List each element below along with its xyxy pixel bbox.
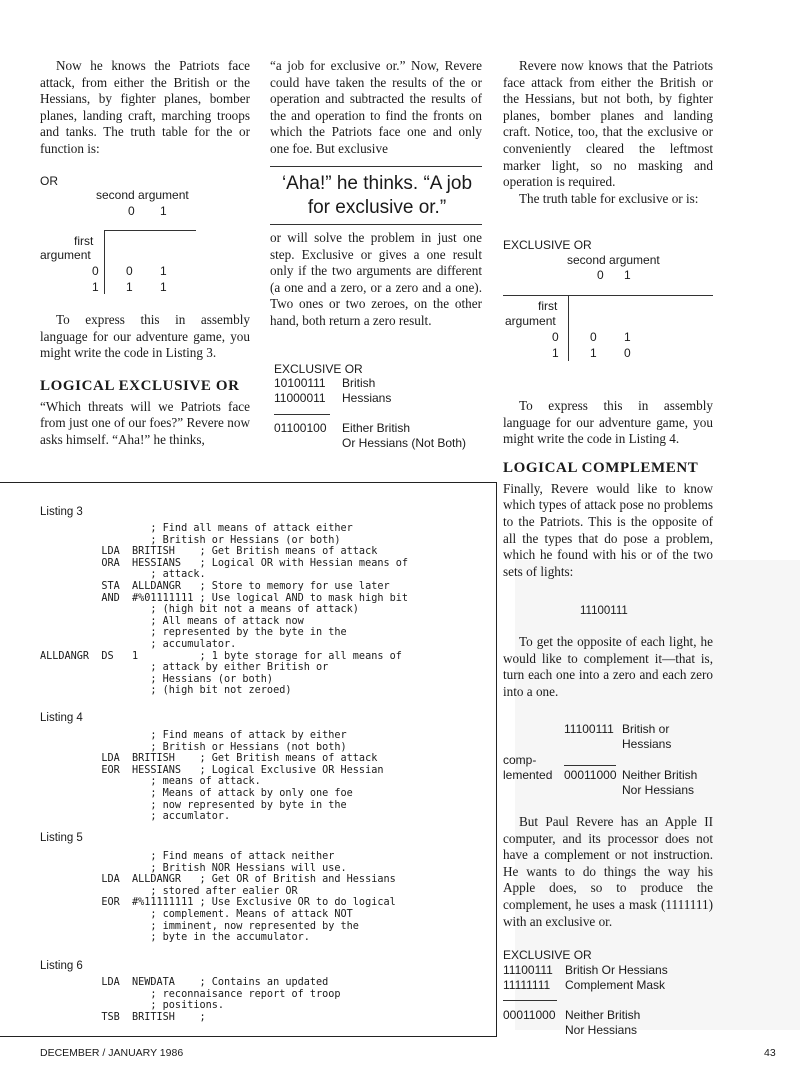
listing-6-label: Listing 6 bbox=[40, 960, 83, 972]
or-table-row1-label: 1 bbox=[92, 280, 99, 294]
column-2 bbox=[270, 58, 482, 158]
comp-rule bbox=[564, 765, 616, 766]
comp-label-2: lemented bbox=[503, 768, 553, 782]
xor-table-row0-label: 0 bbox=[552, 330, 559, 344]
col3-paragraph-1: Revere now knows that the Patriots face attack from either the British or the Hessians, but not both, by fighter planes, bomber planes and landing craft. Notice, too, that the exclusive or conveniently cleared the leftmost marker light, so no masking and operation is required. bbox=[503, 58, 713, 190]
or-table-vline bbox=[104, 230, 105, 294]
col3-paragraph-4: To get the opposite of each light, he would like to complement it—that is, turn each one into a zero and each zero into a one. bbox=[503, 634, 713, 699]
xor-example-rule bbox=[274, 414, 330, 415]
or-table-row0-label: 0 bbox=[92, 264, 99, 278]
col1-paragraph-1: Now he knows the Patriots face attack, from either the British or the Hessians, by fighter planes, bomber planes, landing craft, marching troops and tanks. The truth table for the or function is: bbox=[40, 58, 250, 156]
column-3-para4 bbox=[503, 634, 713, 700]
or-table-row1-c1: 1 bbox=[160, 280, 167, 294]
comp-r2-label-2: Nor Hessians bbox=[622, 783, 695, 797]
col1-paragraph-3: “Which threats will we Patriots face from just one of our foes?” Revere now asks himself. “Aha!” he thinks, bbox=[40, 398, 250, 447]
xor-example-row1-label: British bbox=[342, 376, 376, 390]
comp-r2-bits: 00011000 bbox=[564, 768, 617, 782]
xor-table-first: first bbox=[538, 299, 558, 313]
footer-issue-date: DECEMBER / JANUARY 1986 bbox=[40, 1047, 184, 1059]
listing-3-label: Listing 3 bbox=[40, 506, 83, 518]
xor-example-result-label-2: Or Hessians (Not Both) bbox=[342, 436, 467, 450]
column-3-lower bbox=[503, 398, 713, 580]
col3-paragraph-3: Finally, Revere would like to know which types of attack pose no problems to the Patriots. This is the opposite of all the types that do pose a problem, which he found with his or of the two sets of lights: bbox=[503, 480, 713, 579]
column-3 bbox=[503, 58, 713, 207]
xor-table-row0-c1: 1 bbox=[624, 330, 631, 344]
column-3-para5 bbox=[503, 814, 713, 930]
col3-paragraph-1b: The truth table for exclusive or is: bbox=[519, 190, 699, 206]
comp-r1-bits: 11100111 bbox=[564, 722, 614, 736]
comp-r1-label-2: Hessians bbox=[622, 737, 672, 751]
xor-table-title: EXCLUSIVE OR bbox=[503, 238, 592, 252]
or-table-row1-c0: 1 bbox=[126, 280, 133, 294]
xor-table-vline bbox=[568, 295, 569, 361]
listing-3-code: ; Find all means of attack either ; British or Hessians (or both) LDA BRITISH ; Get British means of attack ORA HESSIANS ; Logical OR with Hessian means of ; attack. STA ALLDANGR ; Store to memory for use later AND #%01111111 ; Use logical AND to mask high bit ; (high bit not a means of attack) ; All means of attack now ; represented by the byte in the ; accumulator. ALLDANGR DS 1 ; 1 byte storage for all means of ; attack by either British or ; Hessians (or both) ; (high bit not zeroed) bbox=[40, 523, 409, 697]
xor-table-row1-label: 1 bbox=[552, 346, 559, 360]
mask-r2-bits: 11111111 bbox=[503, 978, 551, 992]
or-table-first: first bbox=[74, 234, 94, 248]
or-table-col-1: 1 bbox=[160, 204, 167, 218]
pullquote: ‘Aha!” he thinks. “A job for exclusive or.” bbox=[281, 173, 473, 218]
or-table-argument: argument bbox=[40, 248, 91, 262]
or-table-title: OR bbox=[40, 174, 58, 188]
col3-paragraph-5: But Paul Revere has an Apple II computer, and its processor does not have a complement or not instruction. He wants to do things the way his Apple does, so to produce the complement, he uses a mask (1111111) with an exclusive or. bbox=[503, 814, 713, 929]
column-2-lower bbox=[270, 230, 482, 330]
xor-table-second-arg: second argument bbox=[567, 253, 660, 267]
or-table-col-0: 0 bbox=[128, 204, 135, 218]
mask-r1-label: British Or Hessians bbox=[565, 963, 668, 977]
col1-paragraph-2: To express this in assembly language for our adventure game, you might write the code in Listing 3. bbox=[40, 312, 250, 361]
xor-example-title: EXCLUSIVE OR bbox=[274, 362, 363, 376]
xor-table-hline bbox=[503, 295, 713, 296]
mask-rule bbox=[503, 1000, 557, 1001]
comp-label-1: comp- bbox=[503, 753, 537, 767]
listing-4-code: ; Find means of attack by either ; British or Hessians (not both) LDA BRITISH ; Get British means of attack EOR HESSIANS ; Logical Exclusive OR Hessian ; means of attack. ; Means of attack by only one foe ; now represented by byte in the ; accumlator. bbox=[101, 730, 384, 823]
xor-table-col-1: 1 bbox=[624, 268, 631, 282]
col3-paragraph-2: To express this in assembly language for our adventure game, you might write the code in Listing 4. bbox=[503, 398, 713, 447]
xor-example-row2-label: Hessians bbox=[342, 391, 392, 405]
pullquote-rule-bottom bbox=[270, 224, 482, 225]
col2-paragraph-1: “a job for exclusive or.” Now, Revere could have taken the results of the or operation and subtracted the results of the and operation to find the fronts on which the Patriots face one and only one foe. But exclusive bbox=[270, 58, 482, 156]
xor-example-result-label: Either British bbox=[342, 421, 411, 435]
column-1-lower bbox=[40, 312, 250, 449]
comp-r2-label: Neither British bbox=[622, 768, 698, 782]
xor-table-argument: argument bbox=[505, 314, 556, 328]
mask-title: EXCLUSIVE OR bbox=[503, 948, 592, 962]
footer-page-number: 43 bbox=[764, 1047, 776, 1059]
xor-table-row1-c1: 0 bbox=[624, 346, 631, 360]
or-table-row0-c1: 1 bbox=[160, 264, 167, 278]
lights-value: 11100111 bbox=[580, 605, 628, 617]
or-table-row0-c0: 0 bbox=[126, 264, 133, 278]
xor-example-row2-bits: 11000011 bbox=[274, 391, 326, 405]
listing-4-label: Listing 4 bbox=[40, 712, 83, 724]
comp-r1-label: British or bbox=[622, 722, 670, 736]
column-1 bbox=[40, 58, 250, 158]
listing-5-label: Listing 5 bbox=[40, 832, 83, 844]
mask-r3-bits: 00011000 bbox=[503, 1008, 556, 1022]
or-table-second-arg: second argument bbox=[96, 188, 189, 202]
xor-example-result-bits: 01100100 bbox=[274, 421, 327, 435]
pullquote-rule-top bbox=[270, 166, 482, 167]
mask-r1-bits: 11100111 bbox=[503, 963, 553, 977]
col3-heading: LOGICAL COMPLEMENT bbox=[503, 459, 699, 476]
xor-table-row1-c0: 1 bbox=[590, 346, 597, 360]
mask-r3-label-2: Nor Hessians bbox=[565, 1023, 638, 1037]
xor-table-col-0: 0 bbox=[597, 268, 604, 282]
xor-example-row1-bits: 10100111 bbox=[274, 376, 326, 390]
mask-r2-label: Complement Mask bbox=[565, 978, 666, 992]
xor-table-row0-c0: 0 bbox=[590, 330, 597, 344]
listing-6-code: LDA NEWDATA ; Contains an updated ; reconnaisance report of troop ; positions. TSB BRITISH ; bbox=[101, 977, 341, 1023]
listing-5-code: ; Find means of attack neither ; British NOR Hessians will use. LDA ALLDANGR ; Get OR of British and Hessians ; stored after ealier OR EOR #%11111111 ; Use Exclusive OR to do logical ; complement. Means of attack NOT ; imminent, now represented by the ; byte in the accumulator. bbox=[101, 851, 396, 944]
mask-r3-label: Neither British bbox=[565, 1008, 641, 1022]
col1-heading: LOGICAL EXCLUSIVE OR bbox=[40, 377, 240, 394]
or-table-hline bbox=[104, 230, 196, 231]
col2-paragraph-2: or will solve the problem in just one step. Exclusive or gives a one result only if the two arguments are different (a one and a zero, or a zero and a one). Two ones or two zeroes, on the other hand, both return a zero result. bbox=[270, 230, 482, 328]
